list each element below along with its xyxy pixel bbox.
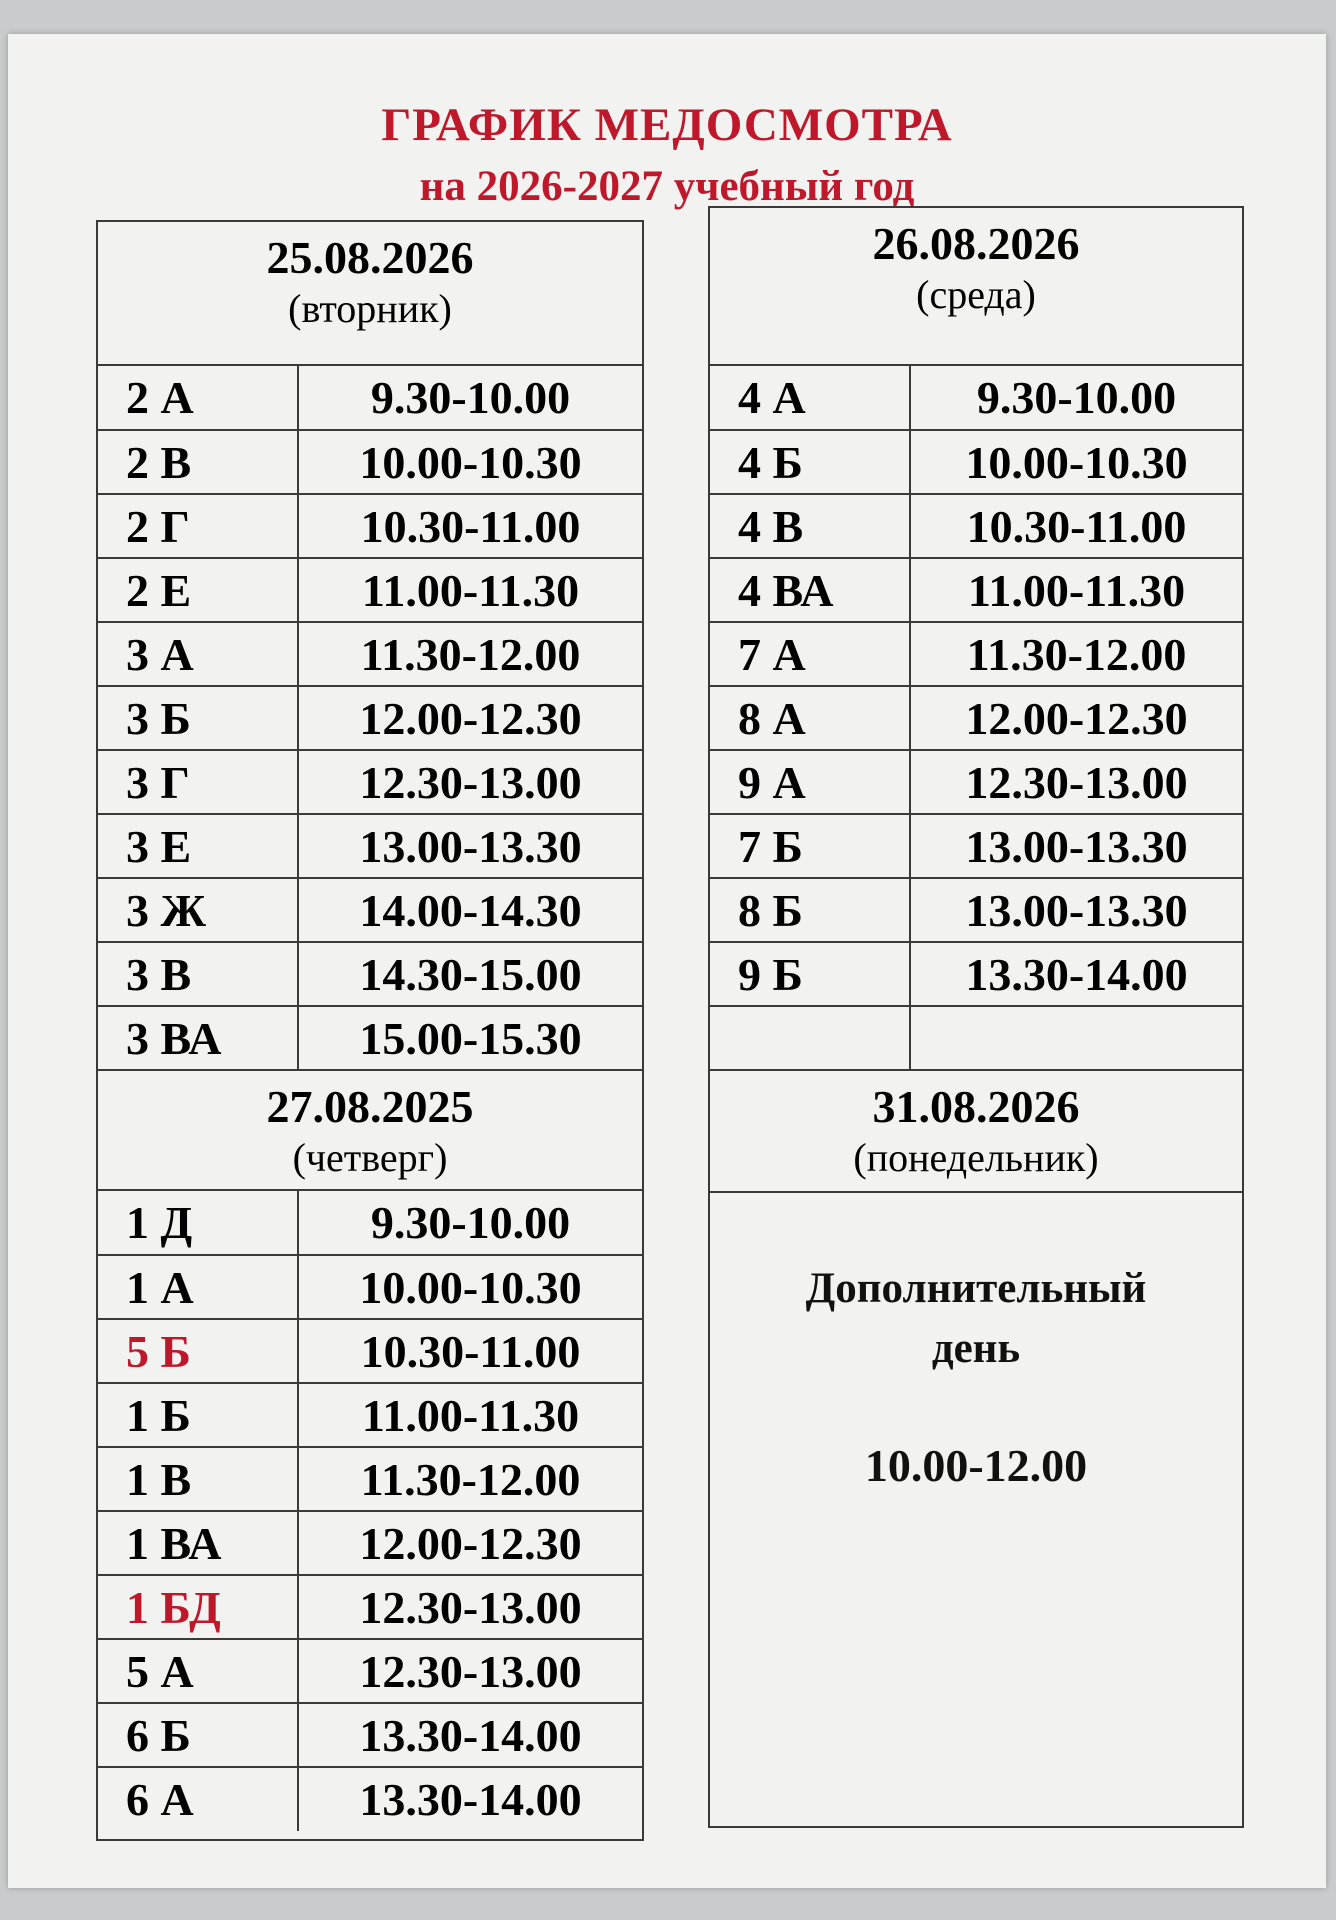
class-name-cell: 1 Б <box>98 1383 298 1447</box>
table-row <box>710 686 1242 750</box>
extra-day-label-line2: день <box>931 1325 1021 1372</box>
time-slot-cell: 10.30-11.00 <box>910 494 1242 558</box>
time-slot-cell: 9.30-10.00 <box>298 1191 642 1255</box>
time-slot-cell: 12.30-13.00 <box>298 1639 642 1703</box>
class-name-cell: 3 Ж <box>98 878 298 942</box>
table-row <box>98 686 642 750</box>
time-slot-cell: 10.00-10.30 <box>298 430 642 494</box>
time-slot-cell: 13.30-14.00 <box>910 942 1242 1006</box>
class-name-cell: 7 А <box>710 622 910 686</box>
class-name-cell: 3 ВА <box>98 1006 298 1070</box>
class-name-cell: 2 Е <box>98 558 298 622</box>
time-slot-cell: 11.30-12.00 <box>298 1447 642 1511</box>
wednesday-header <box>710 208 1242 366</box>
class-name-cell: 4 А <box>710 366 910 430</box>
table-row <box>710 942 1242 1006</box>
table-row <box>710 814 1242 878</box>
time-slot-cell: 10.00-10.30 <box>910 430 1242 494</box>
time-slot-cell: 10.30-11.00 <box>298 1319 642 1383</box>
class-name-cell: 7 Б <box>710 814 910 878</box>
wednesday-date: 26.08.2026 <box>872 218 1080 269</box>
time-slot-cell: 10.30-11.00 <box>298 494 642 558</box>
time-slot-cell: 13.30-14.00 <box>359 1774 582 1825</box>
time-slot-cell: 9.30-10.00 <box>298 366 642 430</box>
table-row <box>98 750 642 814</box>
wednesday-weekday: (среда) <box>916 272 1036 317</box>
time-slot-cell: 10.00-10.30 <box>298 1255 642 1319</box>
thursday-date: 27.08.2025 <box>266 1081 474 1132</box>
table-row <box>98 1319 642 1383</box>
table-row <box>98 1191 642 1255</box>
table-row <box>98 558 642 622</box>
class-name-cell: 8 А <box>710 686 910 750</box>
time-slot-cell: 13.00-13.30 <box>910 878 1242 942</box>
table-row <box>98 366 642 430</box>
time-slot-cell: 11.30-12.00 <box>910 622 1242 686</box>
left-column <box>96 220 644 1841</box>
table-row <box>98 1703 642 1767</box>
class-name-cell: 2 А <box>98 366 298 430</box>
table-row <box>98 1006 642 1070</box>
time-slot-cell: 12.00-12.30 <box>298 1511 642 1575</box>
time-slot-cell: 13.00-13.30 <box>910 814 1242 878</box>
class-name-cell: 9 А <box>710 750 910 814</box>
class-name-cell: 4 ВА <box>710 558 910 622</box>
class-name-cell: 6 А <box>98 1767 298 1831</box>
tuesday-weekday: (вторник) <box>288 286 452 331</box>
class-name-cell: 1 Д <box>98 1191 298 1255</box>
class-name-cell: 8 Б <box>710 878 910 942</box>
table-row <box>98 1383 642 1447</box>
table-row <box>98 1639 642 1703</box>
monday-weekday: (понедельник) <box>853 1135 1099 1180</box>
time-slot-cell: 11.00-11.30 <box>298 1383 642 1447</box>
document-title: ГРАФИК МЕДОСМОТРА <box>381 99 953 151</box>
table-row <box>98 1255 642 1319</box>
table-row <box>710 366 1242 430</box>
table-row <box>98 430 642 494</box>
class-name-cell: 3 В <box>98 942 298 1006</box>
class-name-cell: 3 Г <box>98 750 298 814</box>
time-slot-cell: 14.30-15.00 <box>298 942 642 1006</box>
class-name-cell: 6 Б <box>98 1703 298 1767</box>
tuesday-date: 25.08.2026 <box>266 232 474 283</box>
class-name-cell <box>710 1006 910 1070</box>
class-name-cell: 1 А <box>98 1255 298 1319</box>
table-row <box>98 622 642 686</box>
table-row <box>710 622 1242 686</box>
time-slot-cell: 11.00-11.30 <box>298 558 642 622</box>
time-slot-cell: 13.30-14.00 <box>298 1703 642 1767</box>
class-name-cell: 9 Б <box>710 942 910 1006</box>
table-row <box>710 558 1242 622</box>
time-slot-cell: 11.00-11.30 <box>910 558 1242 622</box>
time-slot-cell: 14.00-14.30 <box>298 878 642 942</box>
class-name-cell: 5 Б <box>98 1319 298 1383</box>
class-name-cell: 2 Г <box>98 494 298 558</box>
time-slot-cell: 12.30-13.00 <box>298 1575 642 1639</box>
monday-date: 31.08.2026 <box>872 1081 1080 1132</box>
monday-header <box>710 1071 1242 1193</box>
tuesday-schedule-table <box>98 366 642 1071</box>
right-column <box>708 206 1244 1828</box>
time-slot-cell: 11.30-12.00 <box>298 622 642 686</box>
time-slot-cell: 15.00-15.30 <box>298 1006 642 1070</box>
table-row <box>710 1006 1242 1070</box>
table-row <box>98 878 642 942</box>
time-slot-cell: 12.00-12.30 <box>910 686 1242 750</box>
time-slot-cell: 13.00-13.30 <box>298 814 642 878</box>
table-row <box>98 1447 642 1511</box>
class-name-cell: 1 В <box>98 1447 298 1511</box>
time-slot-cell: 12.00-12.30 <box>298 686 642 750</box>
table-row <box>710 494 1242 558</box>
table-row <box>98 814 642 878</box>
class-name-cell: 1 БД <box>98 1575 298 1639</box>
time-slot-cell <box>910 1006 1242 1070</box>
wednesday-schedule-table <box>710 366 1242 1071</box>
class-name-cell: 5 А <box>98 1639 298 1703</box>
extra-day-label-line1: Дополнительный <box>805 1265 1147 1312</box>
time-slot-cell: 12.30-13.00 <box>910 750 1242 814</box>
class-name-cell: 4 В <box>710 494 910 558</box>
table-row <box>710 878 1242 942</box>
class-name-cell: 3 Б <box>98 686 298 750</box>
class-name-cell: 3 Е <box>98 814 298 878</box>
time-slot-cell: 12.30-13.00 <box>298 750 642 814</box>
extra-day-time: 10.00-12.00 <box>864 1440 1088 1491</box>
table-row <box>98 494 642 558</box>
table-row <box>710 750 1242 814</box>
class-name-cell: 3 А <box>98 622 298 686</box>
extra-day-note <box>710 1259 1242 1492</box>
table-row <box>98 942 642 1006</box>
table-row <box>98 1511 642 1575</box>
time-slot-cell: 9.30-10.00 <box>910 366 1242 430</box>
document-subtitle: на 2026-2027 учебный год <box>419 163 915 210</box>
table-row <box>98 1575 642 1639</box>
class-name-cell: 4 Б <box>710 430 910 494</box>
thursday-schedule-table <box>98 1191 642 1831</box>
thursday-header <box>98 1071 642 1191</box>
table-row <box>710 430 1242 494</box>
class-name-cell: 2 В <box>98 430 298 494</box>
thursday-weekday: (четверг) <box>292 1135 448 1180</box>
table-row <box>98 1767 642 1831</box>
class-name-cell: 1 ВА <box>98 1511 298 1575</box>
tuesday-header <box>98 222 642 366</box>
